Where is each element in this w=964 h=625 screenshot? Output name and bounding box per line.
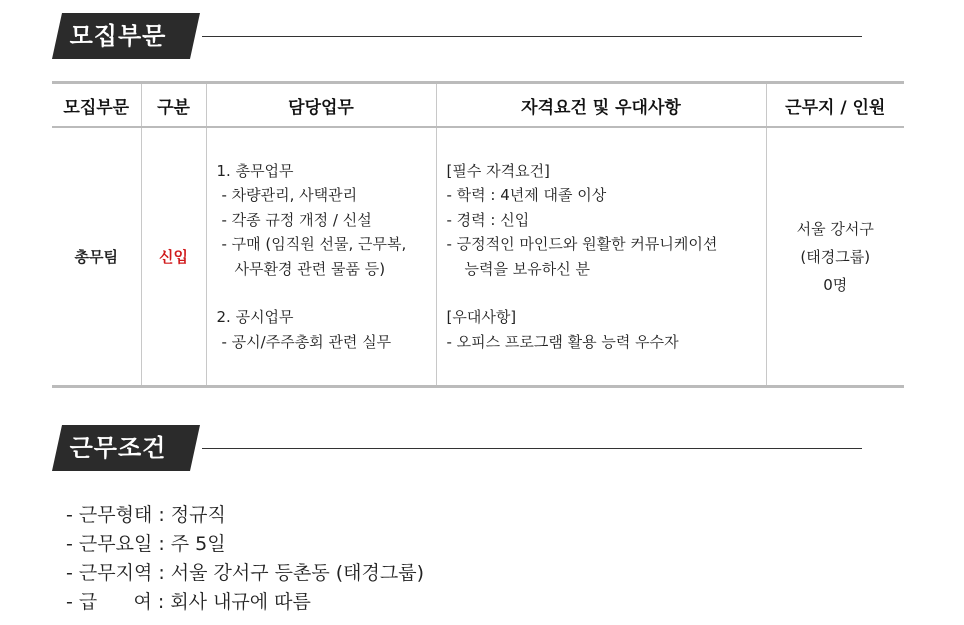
pref-item: - 오피스 프로그램 활용 능력 우수자 bbox=[446, 332, 679, 351]
req-item: - 경력 : 신입 bbox=[446, 210, 530, 229]
table-header-row bbox=[52, 83, 904, 128]
pref-title: [우대사항] bbox=[446, 308, 517, 327]
duty-item: - 구매 (임직원 선물, 근무복, bbox=[221, 235, 407, 254]
place-location: 서울 강서구 bbox=[796, 219, 874, 238]
section-title: 근무조건 bbox=[69, 434, 167, 462]
duty-group2-title: 2. 공시업무 bbox=[216, 308, 294, 327]
quals-cell bbox=[436, 127, 766, 387]
section-header-recruit bbox=[52, 13, 862, 63]
duty-item: - 공시/주주총회 관련 실무 bbox=[221, 332, 392, 351]
section-tag bbox=[52, 13, 192, 63]
section-title: 모집부문 bbox=[69, 22, 167, 50]
duty-item: - 각종 규정 개정 / 신설 bbox=[221, 210, 372, 229]
req-item-continued: 능력을 보유하신 분 bbox=[464, 259, 590, 278]
condition-location: - 근무지역 : 서울 강서구 등촌동 (태경그룹) bbox=[66, 562, 424, 584]
duty-item: - 차량관리, 사택관리 bbox=[221, 186, 358, 205]
dept-cell: 총무팀 bbox=[52, 127, 141, 387]
condition-salary: - 급 여 : 회사 내규에 따름 bbox=[66, 591, 311, 613]
kind-cell: 신입 bbox=[141, 127, 206, 387]
section-rule bbox=[202, 36, 862, 37]
condition-type: - 근무형태 : 정규직 bbox=[66, 504, 226, 526]
conditions-list bbox=[66, 501, 424, 617]
condition-days: - 근무요일 : 주 5일 bbox=[66, 533, 226, 555]
recruit-table bbox=[52, 81, 904, 388]
section-rule bbox=[202, 448, 862, 449]
req-item: - 학력 : 4년제 대졸 이상 bbox=[446, 186, 607, 205]
duties-cell bbox=[206, 127, 436, 387]
place-company: (태경그룹) bbox=[800, 247, 871, 266]
duty-group1-title: 1. 총무업무 bbox=[216, 161, 294, 180]
header-dept: 모집부문 bbox=[52, 83, 141, 128]
place-headcount: 0명 bbox=[823, 275, 848, 294]
header-duties: 담당업무 bbox=[206, 83, 436, 128]
req-title: [필수 자격요건] bbox=[446, 161, 550, 180]
section-tag bbox=[52, 425, 192, 475]
req-item: - 긍정적인 마인드와 원활한 커뮤니케이션 bbox=[446, 235, 718, 254]
section-header-conditions bbox=[52, 425, 862, 475]
header-quals: 자격요건 및 우대사항 bbox=[436, 83, 766, 128]
place-cell bbox=[766, 127, 904, 387]
header-place: 근무지 / 인원 bbox=[766, 83, 904, 128]
duty-item-continued: 사무환경 관련 물품 등) bbox=[234, 259, 386, 278]
table-row bbox=[52, 127, 904, 387]
header-kind: 구분 bbox=[141, 83, 206, 128]
